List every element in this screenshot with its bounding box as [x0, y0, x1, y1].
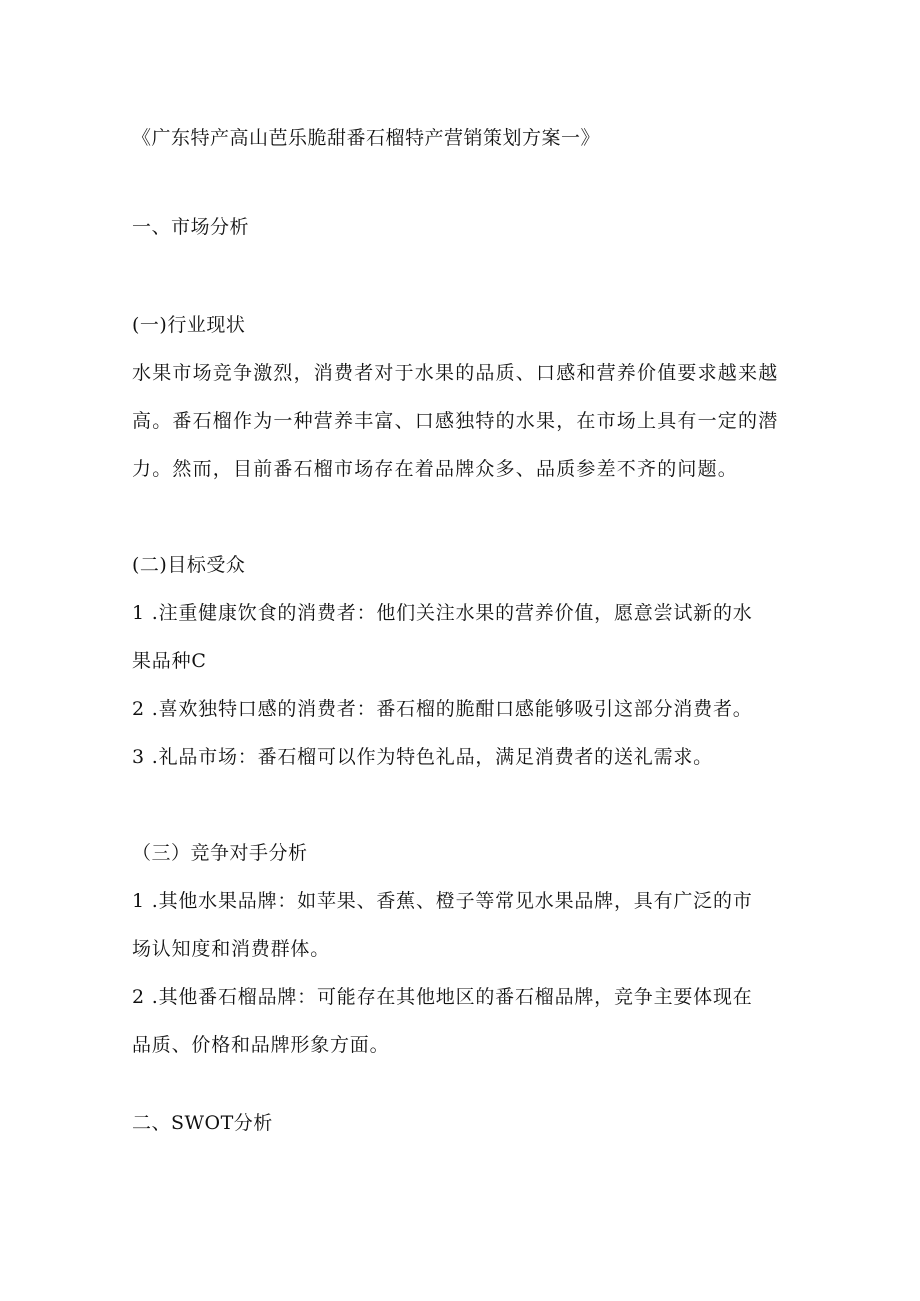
paragraph-line: 高。番石榴作为一种营养丰富、口感独特的水果，在市场上具有一定的潜 — [132, 410, 779, 432]
section-heading-market-analysis: 一、市场分析 — [132, 216, 250, 238]
paragraph-line: 水果市场竞争激烈，消费者对于水果的品质、口感和营养价值要求越来越 — [132, 362, 779, 384]
list-item: 2 .喜欢独特口感的消费者：番石榴的脆酣口感能够吸引这部分消费者。 — [132, 698, 753, 720]
subheading-target-audience: (二)目标受众 — [132, 554, 246, 576]
list-item-continuation: 品质、价格和品牌形象方面。 — [132, 1034, 390, 1056]
document-title: 《广东特产高山芭乐脆甜番石榴特产营销策划方案一》 — [132, 127, 601, 149]
subheading-competitor-analysis: （三）竞争对手分析 — [132, 842, 308, 864]
list-item: 1 .注重健康饮食的消费者：他们关注水果的营养价值，愿意尝试新的水 — [132, 602, 753, 624]
list-item: 2 .其他番石榴品牌：可能存在其他地区的番石榴品牌，竞争主要体现在 — [132, 986, 753, 1008]
section-heading-swot: 二、SWOT分析 — [132, 1112, 273, 1134]
list-item: 1 .其他水果品牌：如苹果、香蕉、橙子等常见水果品牌，具有广泛的市 — [132, 890, 753, 912]
list-item: 3 .礼品市场：番石榴可以作为特色礼品，满足消费者的送礼需求。 — [132, 746, 713, 768]
list-item-continuation: 场认知度和消费群体。 — [132, 938, 331, 960]
list-item-continuation: 果品种C — [132, 650, 207, 672]
paragraph-line: 力。然而，目前番石榴市场存在着品牌众多、品质参差不齐的问题。 — [132, 458, 739, 480]
subheading-industry-status: (一)行业现状 — [132, 314, 246, 336]
